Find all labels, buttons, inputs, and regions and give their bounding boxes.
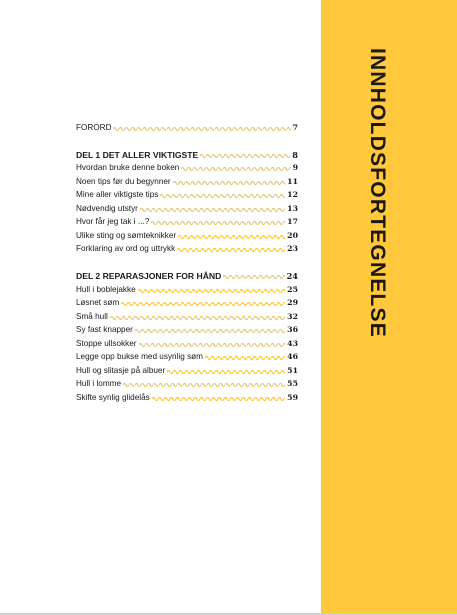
toc-entry-row (76, 162, 298, 174)
toc-entry-row (76, 338, 298, 350)
toc-page-number: 11 (287, 177, 298, 186)
wavy-leader-line (160, 193, 285, 199)
toc-entry-row (76, 122, 298, 134)
toc-entry-title: Legge opp bukse med usynlig søm (76, 352, 203, 361)
toc-entry-title: Mine aller viktigste tips (76, 190, 159, 199)
toc-entry-title: Hull i boblejakke (76, 285, 136, 294)
wavy-leader-line (110, 315, 285, 321)
toc-entry-row (76, 351, 298, 363)
toc-entry-title: Skifte synlig glidelås (76, 393, 150, 402)
toc-page-number: 59 (287, 393, 298, 402)
toc-entry-title: Noen tips før du begynner (76, 177, 171, 186)
wavy-leader-line (138, 288, 286, 294)
toc-entry-row (76, 176, 298, 188)
toc-entry-title: Små hull (76, 312, 108, 321)
toc-page-number: 51 (287, 366, 298, 375)
wavy-leader-line (200, 153, 290, 159)
toc-page-number: 25 (287, 285, 298, 294)
toc-page-number: 46 (287, 352, 298, 361)
toc-entry-row (76, 324, 298, 336)
toc-entry-title: Hull og slitasje på albuer (76, 366, 166, 375)
toc-section-row (76, 149, 298, 161)
toc-entry-title: Forklaring av ord og uttrykk (76, 244, 176, 253)
wavy-leader-line (178, 234, 285, 240)
toc-page-number: 17 (287, 217, 298, 226)
wavy-leader-line (139, 342, 286, 348)
toc-entry-title: Nødvendig utstyr (76, 204, 138, 213)
wavy-leader-line (205, 355, 285, 361)
toc-entry-title: Hull i lomme (76, 379, 122, 388)
toc-entry-row (76, 297, 298, 309)
toc-entry-title: Løsnet søm (76, 298, 120, 307)
toc-page-number: 8 (292, 150, 298, 160)
toc-page-number: 9 (292, 163, 298, 172)
toc-entry-row (76, 365, 298, 377)
toc-page-number: 23 (287, 244, 298, 253)
toc-entry-title: DEL 2 REPARASJONER FOR HÅND (76, 271, 222, 281)
toc-page-number: 24 (286, 271, 298, 281)
toc-page-number: 32 (287, 312, 298, 321)
toc-page-number: 13 (287, 204, 298, 213)
yellow-side-band (321, 0, 457, 615)
toc-entry-title: DEL 1 DET ALLER VIKTIGSTE (76, 150, 199, 160)
toc-page-number: 7 (292, 123, 298, 132)
wavy-leader-line (140, 207, 285, 213)
toc-entry-row (76, 284, 298, 296)
wavy-leader-line (113, 126, 290, 132)
wavy-leader-line (167, 369, 285, 375)
toc-page-number: 29 (287, 298, 298, 307)
wavy-leader-line (177, 247, 285, 253)
toc-entry-row (76, 243, 298, 255)
toc-entry-title: Stoppe ullsokker (76, 339, 137, 348)
toc-entry-title: Hvor får jeg tak i ...? (76, 217, 150, 226)
toc-entry-row (76, 189, 298, 201)
toc-entry-title: FORORD (76, 123, 112, 132)
toc-section-row (76, 270, 298, 282)
toc-page-number: 20 (287, 231, 298, 240)
wavy-leader-line (151, 220, 285, 226)
toc-entry-title: Sy fast knapper (76, 325, 133, 334)
toc-entry-row (76, 311, 298, 323)
wavy-leader-line (181, 166, 290, 172)
toc-page-number: 43 (287, 339, 298, 348)
toc-page-number: 36 (287, 325, 298, 334)
side-title: INNHOLDSFORTEGNELSE (366, 48, 389, 338)
toc-entry-title: Ulike sting og sømteknikker (76, 231, 177, 240)
toc-entry-title: Hvordan bruke denne boken (76, 163, 180, 172)
wavy-leader-line (123, 382, 285, 388)
toc-entry-row (76, 392, 298, 404)
toc-page-number: 55 (287, 379, 298, 388)
toc-page-number: 12 (287, 190, 298, 199)
toc-entry-row (76, 378, 298, 390)
wavy-leader-line (173, 180, 285, 186)
wavy-leader-line (121, 301, 285, 307)
toc-entry-row (76, 216, 298, 228)
wavy-leader-line (223, 274, 284, 280)
wavy-leader-line (152, 396, 285, 402)
toc-entry-row (76, 230, 298, 242)
toc-entry-row (76, 203, 298, 215)
wavy-leader-line (135, 328, 285, 334)
